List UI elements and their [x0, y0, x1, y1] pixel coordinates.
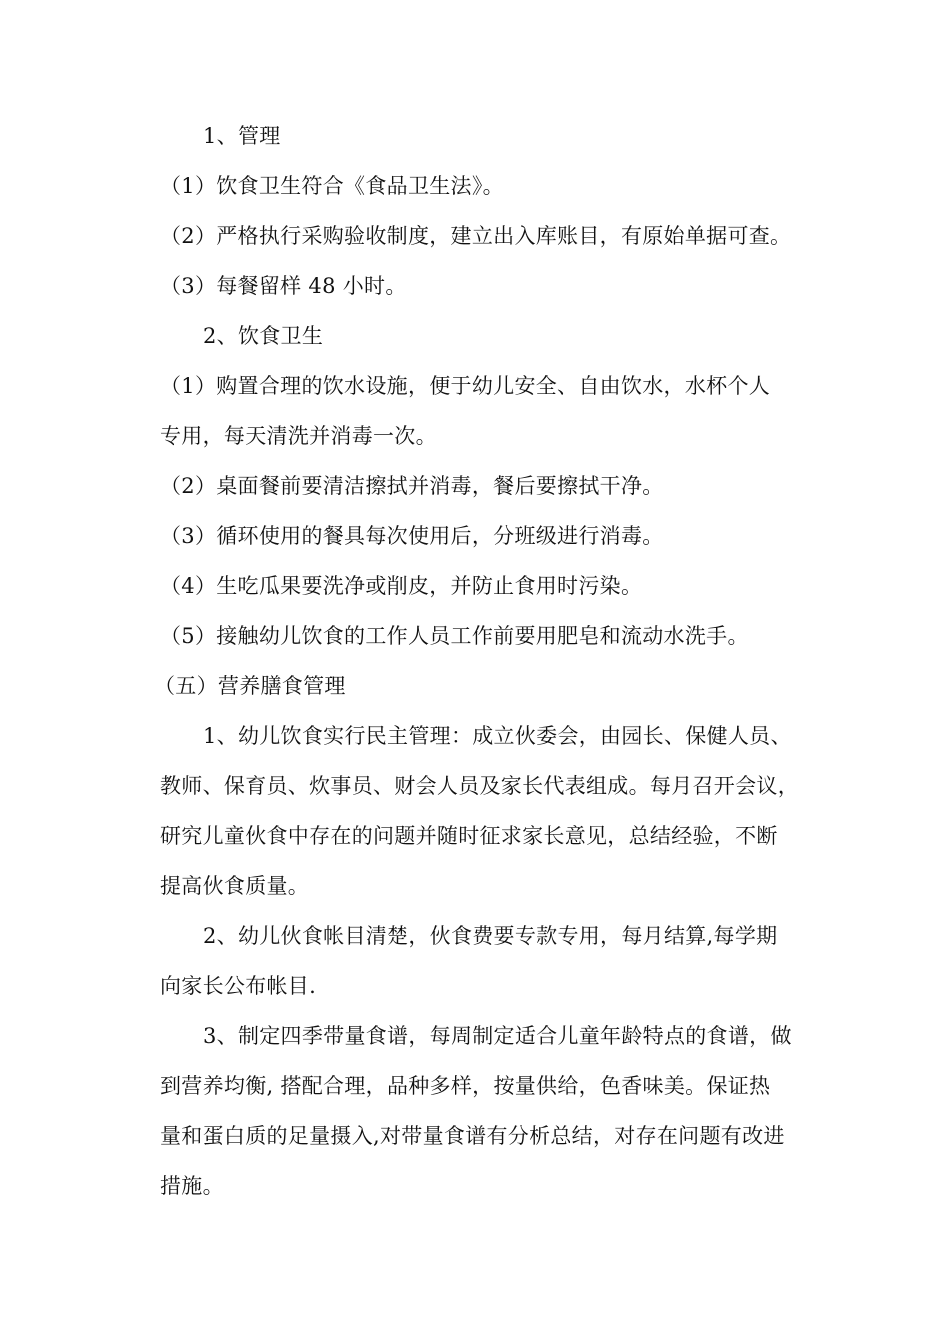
paragraph-line: 3、制定四季带量食谱，每周制定适合儿童年龄特点的食谱，做	[203, 1024, 792, 1048]
list-item: （2）严格执行采购验收制度，建立出入库账目，有原始单据可查。	[160, 224, 792, 248]
paragraph-line: 1、幼儿饮食实行民主管理：成立伙委会，由园长、保健人员、	[203, 724, 792, 748]
paragraph-line: 教师、保育员、炊事员、财会人员及家长代表组成。每月召开会议，	[160, 774, 799, 798]
list-item: （4）生吃瓜果要洗净或削皮，并防止食用时污染。	[160, 574, 643, 598]
paragraph-line: 提高伙食质量。	[160, 874, 310, 898]
paragraph-line: 到营养均衡, 搭配合理，品种多样，按量供给，色香味美。保证热	[160, 1074, 771, 1098]
section-heading-food-hygiene: 2、饮食卫生	[203, 324, 324, 348]
list-item: （5）接触幼儿饮食的工作人员工作前要用肥皂和流动水洗手。	[160, 624, 749, 648]
section-heading-nutrition: （五）营养膳食管理	[154, 674, 346, 698]
list-item: （3）循环使用的餐具每次使用后，分班级进行消毒。	[160, 524, 664, 548]
paragraph-line: 研究儿童伙食中存在的问题并随时征求家长意见，总结经验，不断	[160, 824, 778, 848]
paragraph-line: 措施。	[160, 1174, 224, 1198]
paragraph-line: 向家长公布帐目.	[160, 974, 317, 998]
list-item: （3）每餐留样 48 小时。	[160, 274, 407, 298]
list-item: （2）桌面餐前要清洁擦拭并消毒，餐后要擦拭干净。	[160, 474, 664, 498]
list-item: （1）购置合理的饮水设施，便于幼儿安全、自由饮水，水杯个人	[160, 374, 771, 398]
list-item: （1）饮食卫生符合《食品卫生法》。	[160, 174, 504, 198]
paragraph-line: 2、幼儿伙食帐目清楚，伙食费要专款专用，每月结算,每学期	[203, 924, 778, 948]
section-heading-management: 1、管理	[203, 124, 281, 148]
list-item-continuation: 专用，每天清洗并消毒一次。	[160, 424, 437, 448]
paragraph-line: 量和蛋白质的足量摄入,对带量食谱有分析总结，对存在问题有改进	[160, 1124, 785, 1148]
